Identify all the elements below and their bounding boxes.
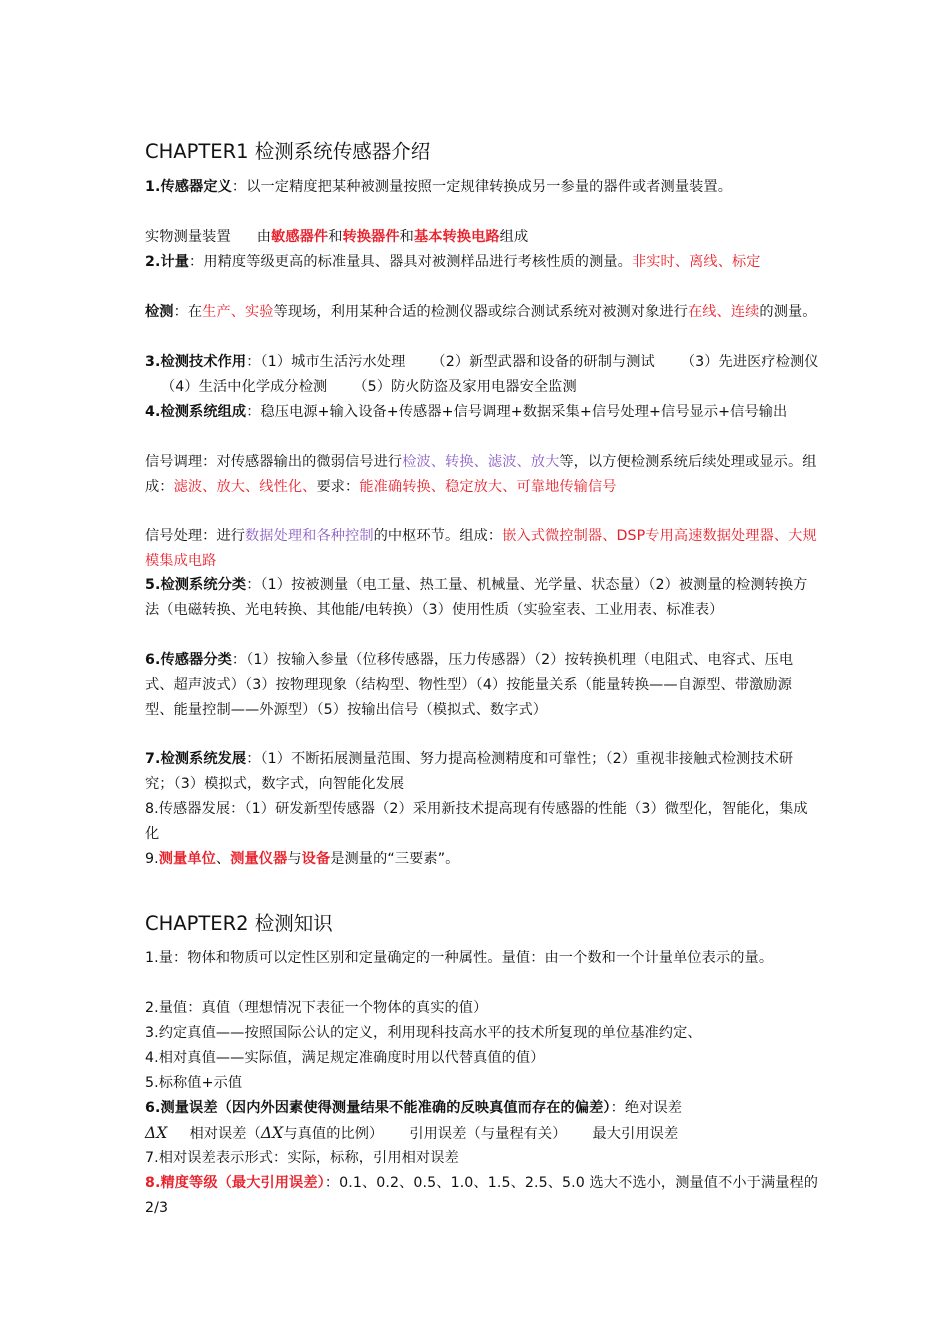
text: ：（1）按输入参量（位移传感器，压力传感器）（2）按转换机理（电阻式、电容式、压电式、超声波式）（3）按物理现象（结构型、物性型）（4）按能量关系（能量转换——自源型、带激励源型、能量控制——外源型）（5）按输出信号（模拟式、数字式）	[145, 652, 794, 718]
text: ：在	[173, 304, 203, 320]
chapter2-heading: CHAPTER2 检测知识	[145, 912, 333, 935]
text: 是测量的“三要素”。	[330, 851, 460, 867]
para-conventional-true-value: 3.约定真值——按照国际公认的定义，利用现科技高水平的技术所复现的单位基准约定、	[145, 1025, 702, 1041]
item-number: 6.	[145, 1100, 161, 1116]
item-number: 2.	[145, 254, 161, 270]
list-item: （5）防火防盗及家用电器安全监测	[353, 379, 577, 395]
para-measurement-device	[145, 225, 820, 250]
para-accuracy-class	[145, 1171, 820, 1221]
text: 要求：	[316, 479, 360, 495]
para-detection-tech-use	[145, 350, 820, 400]
item-number: 8.	[145, 1175, 161, 1191]
para-sensor-definition	[145, 175, 820, 200]
para-system-development	[145, 747, 820, 797]
term-label: 检测系统组成	[160, 404, 247, 420]
text: 与	[287, 851, 302, 867]
text: 组成	[499, 229, 529, 245]
highlight-term: 设备	[301, 851, 331, 867]
text: 的测量。	[759, 304, 817, 320]
text: 等，以方便检测系统后续处理或显示。组成：	[145, 454, 817, 495]
text: ：用精度等级更高的标准量具、器具对被测样品进行考核性质的测量。	[189, 254, 632, 270]
text: 实物测量装置	[145, 229, 231, 245]
text: 和	[328, 229, 343, 245]
text: 信号处理：进行	[145, 528, 246, 544]
para-metrology	[145, 250, 820, 275]
term-label: 检测	[145, 304, 174, 320]
para-sensor-classification	[145, 648, 820, 723]
para-relative-true-value: 4.相对真值——实际值，满足规定准确度时用以代替真值的值）	[145, 1050, 545, 1066]
text: 由	[256, 229, 272, 245]
colon: ：	[231, 179, 247, 195]
purple-text: 检波、转换、滤波、放大	[402, 454, 560, 470]
highlight-term: 精度等级（最大引用误差）	[160, 1175, 325, 1191]
chapter1-heading: CHAPTER1 检测系统传感器介绍	[145, 140, 431, 163]
para-quantity: 1.量：物体和物质可以定性区别和定量确定的一种属性。量值：由一个数和一个计量单位表示的量。	[145, 950, 774, 966]
list-item: （4）生活中化学成分检测	[161, 379, 328, 395]
highlight-text: 滤波、放大、线性化、	[173, 479, 317, 495]
para-measurement-error	[145, 1096, 820, 1147]
item-number: 6.	[145, 652, 161, 668]
delta-x-symbol: ΔX	[260, 1124, 284, 1142]
term-label: 传感器分类	[160, 652, 232, 668]
term-label: 计量	[160, 254, 190, 270]
text: 相对误差（	[189, 1126, 261, 1142]
highlight-text: 非实时、离线、标定	[631, 254, 761, 270]
highlight-term: 敏感器件	[271, 229, 329, 245]
para-signal-conditioning	[145, 450, 820, 500]
list-item: （3）先进医疗检测仪	[680, 354, 819, 370]
highlight-text: 能准确转换、稳定放大、可靠地传输信号	[359, 479, 617, 495]
text: 的中枢环节。组成：	[373, 528, 503, 544]
highlight-term: 测量单位	[158, 851, 216, 867]
item-number: 3.	[145, 354, 161, 370]
term-label: 检测系统分类	[160, 577, 247, 593]
text: ：稳压电源+输入设备+传感器+信号调理+数据采集+信号处理+信号显示+信号输出	[246, 404, 788, 420]
term-label: 检测系统发展	[160, 751, 247, 767]
definition-text: 以一定精度把某种被测量按照一定规律转换成另一参量的器件或者测量装置。	[246, 179, 732, 195]
highlight-term: 测量仪器	[230, 851, 288, 867]
highlight-text: 生产、实验	[202, 304, 274, 320]
text: 最大引用误差	[592, 1126, 679, 1142]
text: 与真值的比例）	[283, 1126, 384, 1142]
text: 、	[215, 851, 231, 867]
item-number: 7.	[145, 751, 161, 767]
highlight-text: 在线、连续	[687, 304, 760, 320]
para-true-value: 2.量值：真值（理想情况下表征一个物体的真实的值）	[145, 1000, 488, 1016]
list-item: （2）新型武器和设备的研制与测试	[431, 354, 655, 370]
text: ：绝对误差	[610, 1100, 683, 1116]
para-sensor-development: 8.传感器发展：（1）研发新型传感器（2）采用新技术提高现有传感器的性能（3）微型化，智能化，集成化	[145, 801, 808, 842]
list-item: （1）城市生活污水处理	[260, 354, 406, 370]
highlight-term: 基本转换电路	[413, 229, 500, 245]
para-system-classification	[145, 573, 820, 623]
item-number: 4.	[145, 404, 161, 420]
para-nominal-value: 5.标称值+示值	[145, 1075, 243, 1091]
text: 和	[399, 229, 414, 245]
text: ：（1）按被测量（电工量、热工量、机械量、光学量、状态量）（2）被测量的检测转换方法（电磁转换、光电转换、其他能/电转换）（3）使用性质（实验室表、工业用表、标准表）	[145, 577, 808, 618]
text: 引用误差（与量程有关）	[409, 1126, 567, 1142]
term-label: 测量误差（因内外因素使得测量结果不能准确的反映真值而存在的偏差）	[160, 1100, 611, 1116]
para-three-elements	[145, 847, 820, 872]
item-number: 9.	[145, 851, 159, 867]
text: 等现场，利用某种合适的检测仪器或综合测试系统对被测对象进行	[273, 304, 688, 320]
term-label: 传感器定义	[160, 179, 232, 195]
item-number: 1.	[145, 179, 161, 195]
text: 信号调理：对传感器输出的微弱信号进行	[145, 454, 403, 470]
para-system-composition	[145, 400, 820, 425]
highlight-text: 嵌入式微控制器、DSP专用高速数据处理器、大规模集成电路	[145, 528, 817, 569]
text: ：0.1、0.2、0.5、1.0、1.5、2.5、5.0 选大不选小，测量值不小于满量程的 2/3	[145, 1175, 819, 1216]
colon: ：	[246, 354, 261, 370]
term-label: 检测技术作用	[160, 354, 247, 370]
para-relative-error-forms: 7.相对误差表示形式：实际，标称，引用相对误差	[145, 1150, 459, 1166]
item-number: 5.	[145, 577, 161, 593]
para-signal-processing	[145, 524, 820, 574]
delta-x-symbol: ΔX	[145, 1124, 168, 1142]
text: ：（1）不断拓展测量范围、努力提高检测精度和可靠性；（2）重视非接触式检测技术研究；（3）模拟式，数字式，向智能化发展	[145, 751, 794, 792]
highlight-term: 转换器件	[342, 229, 400, 245]
para-detection	[145, 300, 820, 325]
purple-text: 数据处理和各种控制	[245, 528, 374, 544]
